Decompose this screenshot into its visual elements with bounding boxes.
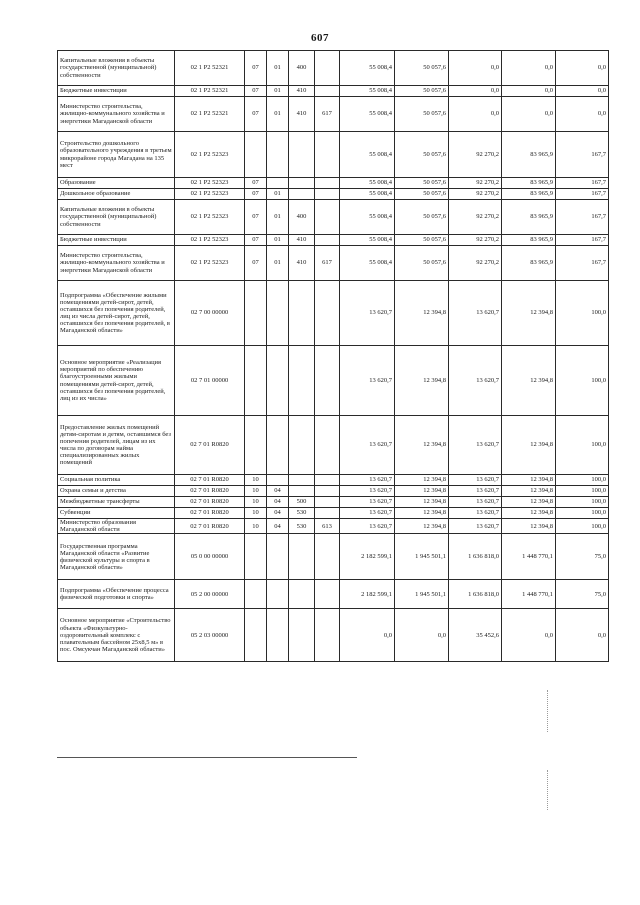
cell-v1: 55 008,4	[340, 246, 395, 281]
cell-v4: 12 394,8	[502, 519, 556, 534]
cell-pct: 100,0	[556, 497, 609, 508]
cell-v4: 12 394,8	[502, 416, 556, 475]
cell-type	[289, 132, 315, 178]
cell-v1: 0,0	[340, 609, 395, 662]
cell-name: Министерство образования Магаданской области	[58, 519, 175, 534]
cell-sec: 07	[245, 97, 267, 132]
cell-code: 02 7 01 R0820	[175, 519, 245, 534]
cell-v4: 12 394,8	[502, 497, 556, 508]
cell-v1: 55 008,4	[340, 51, 395, 86]
cell-v3: 92 270,2	[449, 178, 502, 189]
cell-name: Капитальные вложения в объекты государственной (муниципальной) собственности	[58, 200, 175, 235]
table-row	[58, 246, 609, 281]
cell-dept	[315, 609, 340, 662]
cell-v2: 50 057,6	[395, 235, 449, 246]
cell-name: Социальная политика	[58, 475, 175, 486]
table-row	[58, 86, 609, 97]
cell-name: Министерство строительства, жилищно-коммунального хозяйства и энергетики Магаданской области	[58, 97, 175, 132]
cell-dept	[315, 580, 340, 609]
cell-pct: 167,7	[556, 178, 609, 189]
cell-v1: 55 008,4	[340, 178, 395, 189]
cell-code: 05 2 03 00000	[175, 609, 245, 662]
cell-type	[289, 534, 315, 580]
cell-v3: 1 636 818,0	[449, 580, 502, 609]
cell-v4: 0,0	[502, 51, 556, 86]
table-row	[58, 534, 609, 580]
cell-dept	[315, 51, 340, 86]
cell-v3: 0,0	[449, 86, 502, 97]
cell-sec: 07	[245, 189, 267, 200]
cell-v2: 50 057,6	[395, 86, 449, 97]
scan-mark	[547, 690, 548, 732]
cell-v3: 13 620,7	[449, 508, 502, 519]
cell-v1: 13 620,7	[340, 475, 395, 486]
cell-v1: 55 008,4	[340, 235, 395, 246]
cell-type: 500	[289, 497, 315, 508]
cell-sec: 07	[245, 200, 267, 235]
cell-v4: 12 394,8	[502, 475, 556, 486]
cell-type	[289, 609, 315, 662]
cell-v3: 92 270,2	[449, 235, 502, 246]
table-row	[58, 519, 609, 534]
table-row	[58, 580, 609, 609]
cell-v2: 50 057,6	[395, 189, 449, 200]
cell-v2: 12 394,8	[395, 416, 449, 475]
table-row	[58, 609, 609, 662]
cell-code: 02 1 P2 52323	[175, 235, 245, 246]
cell-sec	[245, 534, 267, 580]
cell-sub: 04	[267, 508, 289, 519]
cell-sec: 07	[245, 178, 267, 189]
cell-v1: 2 182 599,1	[340, 534, 395, 580]
cell-code: 02 7 01 R0820	[175, 486, 245, 497]
cell-dept	[315, 416, 340, 475]
cell-name: Субвенции	[58, 508, 175, 519]
cell-name: Бюджетные инвестиции	[58, 235, 175, 246]
cell-pct: 167,7	[556, 189, 609, 200]
cell-sub: 01	[267, 189, 289, 200]
cell-code: 02 1 P2 52323	[175, 132, 245, 178]
cell-v3: 13 620,7	[449, 346, 502, 416]
cell-v3: 13 620,7	[449, 281, 502, 346]
cell-v2: 12 394,8	[395, 281, 449, 346]
cell-type: 530	[289, 519, 315, 534]
cell-v1: 55 008,4	[340, 97, 395, 132]
table-row	[58, 281, 609, 346]
cell-name: Предоставление жилых помещений детям-сиротам и детям, оставшимся без попечения родителей, лицам из их числа по договорам найма специализированных жилых помещений	[58, 416, 175, 475]
cell-sub	[267, 534, 289, 580]
cell-code: 02 7 01 00000	[175, 346, 245, 416]
table-row	[58, 235, 609, 246]
cell-dept	[315, 189, 340, 200]
cell-code: 02 1 P2 52323	[175, 246, 245, 281]
cell-code: 02 1 P2 52323	[175, 189, 245, 200]
cell-v3: 13 620,7	[449, 497, 502, 508]
cell-sec: 07	[245, 246, 267, 281]
cell-code: 02 7 01 R0820	[175, 416, 245, 475]
cell-pct: 100,0	[556, 281, 609, 346]
cell-dept: 617	[315, 97, 340, 132]
cell-pct: 0,0	[556, 86, 609, 97]
cell-type	[289, 475, 315, 486]
cell-v1: 55 008,4	[340, 132, 395, 178]
cell-sec	[245, 609, 267, 662]
cell-code: 02 1 P2 52323	[175, 200, 245, 235]
cell-type: 400	[289, 200, 315, 235]
cell-v4: 83 965,9	[502, 132, 556, 178]
cell-v3: 0,0	[449, 51, 502, 86]
cell-sec	[245, 416, 267, 475]
cell-v4: 83 965,9	[502, 246, 556, 281]
cell-name: Основное мероприятие «Реализация мероприятий по обеспечению благоустроенными жилыми помещениями детей-сирот, детей, оставшихся без попечения родителей, лиц из их числа»	[58, 346, 175, 416]
cell-name: Строительство дошкольного образовательного учреждения в третьем микрорайоне города Магадана на 135 мест	[58, 132, 175, 178]
cell-v1: 2 182 599,1	[340, 580, 395, 609]
cell-sec: 10	[245, 519, 267, 534]
cell-v1: 13 620,7	[340, 508, 395, 519]
page-number: 607	[311, 32, 329, 44]
cell-code: 02 1 P2 52323	[175, 178, 245, 189]
cell-v1: 13 620,7	[340, 416, 395, 475]
cell-sub: 01	[267, 235, 289, 246]
cell-sub	[267, 609, 289, 662]
cell-name: Подпрограмма «Обеспечение жилыми помещениями детей-сирот, детей, оставшихся без попечения родителей, лиц из числа детей-сирот, детей, оставшихся без попечения родителей, в Магаданской области»	[58, 281, 175, 346]
cell-pct: 167,7	[556, 132, 609, 178]
cell-v1: 13 620,7	[340, 486, 395, 497]
cell-v4: 12 394,8	[502, 508, 556, 519]
cell-v2: 50 057,6	[395, 178, 449, 189]
cell-code: 02 7 01 R0820	[175, 508, 245, 519]
cell-name: Охрана семьи и детства	[58, 486, 175, 497]
cell-name: Межбюджетные трансферты	[58, 497, 175, 508]
cell-sub: 01	[267, 246, 289, 281]
cell-code: 02 1 P2 52321	[175, 51, 245, 86]
cell-sub: 04	[267, 519, 289, 534]
cell-v2: 50 057,6	[395, 200, 449, 235]
cell-v2: 12 394,8	[395, 508, 449, 519]
cell-v4: 12 394,8	[502, 281, 556, 346]
cell-pct: 0,0	[556, 51, 609, 86]
cell-v2: 12 394,8	[395, 519, 449, 534]
cell-v4: 1 448 770,1	[502, 580, 556, 609]
cell-v3: 13 620,7	[449, 475, 502, 486]
cell-dept	[315, 178, 340, 189]
cell-v1: 55 008,4	[340, 200, 395, 235]
cell-sec: 07	[245, 51, 267, 86]
cell-v4: 83 965,9	[502, 178, 556, 189]
cell-code: 05 2 00 00000	[175, 580, 245, 609]
cell-type	[289, 346, 315, 416]
cell-type	[289, 580, 315, 609]
cell-type: 410	[289, 246, 315, 281]
cell-dept	[315, 497, 340, 508]
cell-name: Образование	[58, 178, 175, 189]
cell-sec	[245, 580, 267, 609]
cell-v1: 13 620,7	[340, 281, 395, 346]
cell-pct: 167,7	[556, 235, 609, 246]
cell-name: Основное мероприятие «Строительство объекта «Физкультурно-оздоровительный комплекс с плавательным бассейном 25x8,5 м» в пос. Омсукчан Магаданской области»	[58, 609, 175, 662]
cell-name: Дошкольное образование	[58, 189, 175, 200]
cell-v1: 13 620,7	[340, 519, 395, 534]
cell-dept: 617	[315, 246, 340, 281]
cell-dept	[315, 475, 340, 486]
cell-type: 410	[289, 86, 315, 97]
cell-dept	[315, 235, 340, 246]
cell-sub	[267, 580, 289, 609]
cell-v3: 13 620,7	[449, 416, 502, 475]
cell-sub: 04	[267, 486, 289, 497]
table-row	[58, 497, 609, 508]
cell-name: Бюджетные инвестиции	[58, 86, 175, 97]
cell-v3: 35 452,6	[449, 609, 502, 662]
cell-v4: 0,0	[502, 609, 556, 662]
cell-v4: 12 394,8	[502, 346, 556, 416]
cell-dept	[315, 534, 340, 580]
cell-code: 02 1 P2 52321	[175, 86, 245, 97]
cell-pct: 100,0	[556, 508, 609, 519]
cell-code: 02 1 P2 52321	[175, 97, 245, 132]
cell-pct: 100,0	[556, 346, 609, 416]
cell-pct: 100,0	[556, 416, 609, 475]
cell-type	[289, 416, 315, 475]
cell-code: 02 7 01 R0820	[175, 497, 245, 508]
cell-sec: 10	[245, 508, 267, 519]
cell-dept	[315, 486, 340, 497]
cell-type	[289, 178, 315, 189]
footnote-rule	[57, 757, 357, 758]
cell-name: Подпрограмма «Обеспечение процесса физической подготовки и спорта»	[58, 580, 175, 609]
cell-code: 05 0 00 00000	[175, 534, 245, 580]
cell-pct: 100,0	[556, 486, 609, 497]
table-row	[58, 346, 609, 416]
cell-pct: 167,7	[556, 200, 609, 235]
table-row	[58, 189, 609, 200]
cell-sec	[245, 132, 267, 178]
cell-sec: 10	[245, 486, 267, 497]
scan-mark	[547, 770, 548, 810]
cell-v2: 12 394,8	[395, 475, 449, 486]
cell-v3: 92 270,2	[449, 132, 502, 178]
cell-v2: 12 394,8	[395, 486, 449, 497]
table-row	[58, 51, 609, 86]
cell-sub	[267, 416, 289, 475]
cell-v4: 83 965,9	[502, 189, 556, 200]
budget-table	[57, 50, 609, 662]
table-row	[58, 178, 609, 189]
cell-type: 410	[289, 235, 315, 246]
cell-sec: 07	[245, 86, 267, 97]
cell-v3: 0,0	[449, 97, 502, 132]
cell-v2: 50 057,6	[395, 246, 449, 281]
cell-sub: 01	[267, 97, 289, 132]
cell-v3: 13 620,7	[449, 519, 502, 534]
cell-type: 400	[289, 51, 315, 86]
cell-v3: 92 270,2	[449, 246, 502, 281]
cell-v1: 55 008,4	[340, 189, 395, 200]
cell-v3: 13 620,7	[449, 486, 502, 497]
cell-name: Государственная программа Магаданской области «Развитие физической культуры и спорта в Магаданской области»	[58, 534, 175, 580]
cell-type	[289, 486, 315, 497]
cell-sec: 10	[245, 475, 267, 486]
cell-v2: 1 945 501,1	[395, 580, 449, 609]
cell-v2: 1 945 501,1	[395, 534, 449, 580]
cell-pct: 75,0	[556, 580, 609, 609]
cell-dept	[315, 281, 340, 346]
cell-sec	[245, 346, 267, 416]
cell-code: 02 7 00 00000	[175, 281, 245, 346]
cell-v2: 50 057,6	[395, 97, 449, 132]
cell-sub: 01	[267, 86, 289, 97]
cell-sub	[267, 281, 289, 346]
cell-pct: 75,0	[556, 534, 609, 580]
cell-dept	[315, 86, 340, 97]
cell-code: 02 7 01 R0820	[175, 475, 245, 486]
cell-pct: 100,0	[556, 519, 609, 534]
cell-v3: 92 270,2	[449, 189, 502, 200]
cell-v4: 1 448 770,1	[502, 534, 556, 580]
cell-pct: 0,0	[556, 609, 609, 662]
cell-v3: 1 636 818,0	[449, 534, 502, 580]
cell-dept	[315, 132, 340, 178]
cell-v4: 83 965,9	[502, 200, 556, 235]
cell-v1: 13 620,7	[340, 346, 395, 416]
cell-dept	[315, 508, 340, 519]
cell-v4: 0,0	[502, 97, 556, 132]
cell-type: 530	[289, 508, 315, 519]
cell-v4: 83 965,9	[502, 235, 556, 246]
table-row	[58, 486, 609, 497]
table-row	[58, 508, 609, 519]
table-row	[58, 132, 609, 178]
cell-pct: 0,0	[556, 97, 609, 132]
cell-sub: 01	[267, 200, 289, 235]
cell-dept	[315, 346, 340, 416]
cell-type: 410	[289, 97, 315, 132]
cell-v4: 0,0	[502, 86, 556, 97]
cell-v1: 55 008,4	[340, 86, 395, 97]
cell-sub	[267, 132, 289, 178]
cell-sub	[267, 178, 289, 189]
cell-type	[289, 189, 315, 200]
cell-type	[289, 281, 315, 346]
cell-name: Министерство строительства, жилищно-коммунального хозяйства и энергетики Магаданской области	[58, 246, 175, 281]
table-row	[58, 97, 609, 132]
cell-v2: 50 057,6	[395, 51, 449, 86]
cell-sec	[245, 281, 267, 346]
cell-sub: 01	[267, 51, 289, 86]
cell-dept: 613	[315, 519, 340, 534]
cell-sec: 07	[245, 235, 267, 246]
cell-pct: 100,0	[556, 475, 609, 486]
cell-sub: 04	[267, 497, 289, 508]
table-row	[58, 200, 609, 235]
cell-v1: 13 620,7	[340, 497, 395, 508]
cell-v2: 0,0	[395, 609, 449, 662]
cell-sec: 10	[245, 497, 267, 508]
cell-sub	[267, 346, 289, 416]
cell-v2: 12 394,8	[395, 346, 449, 416]
cell-dept	[315, 200, 340, 235]
cell-sub	[267, 475, 289, 486]
cell-v4: 12 394,8	[502, 486, 556, 497]
cell-name: Капитальные вложения в объекты государственной (муниципальной) собственности	[58, 51, 175, 86]
cell-v3: 92 270,2	[449, 200, 502, 235]
table-row	[58, 475, 609, 486]
cell-v2: 50 057,6	[395, 132, 449, 178]
table-row	[58, 416, 609, 475]
cell-pct: 167,7	[556, 246, 609, 281]
cell-v2: 12 394,8	[395, 497, 449, 508]
